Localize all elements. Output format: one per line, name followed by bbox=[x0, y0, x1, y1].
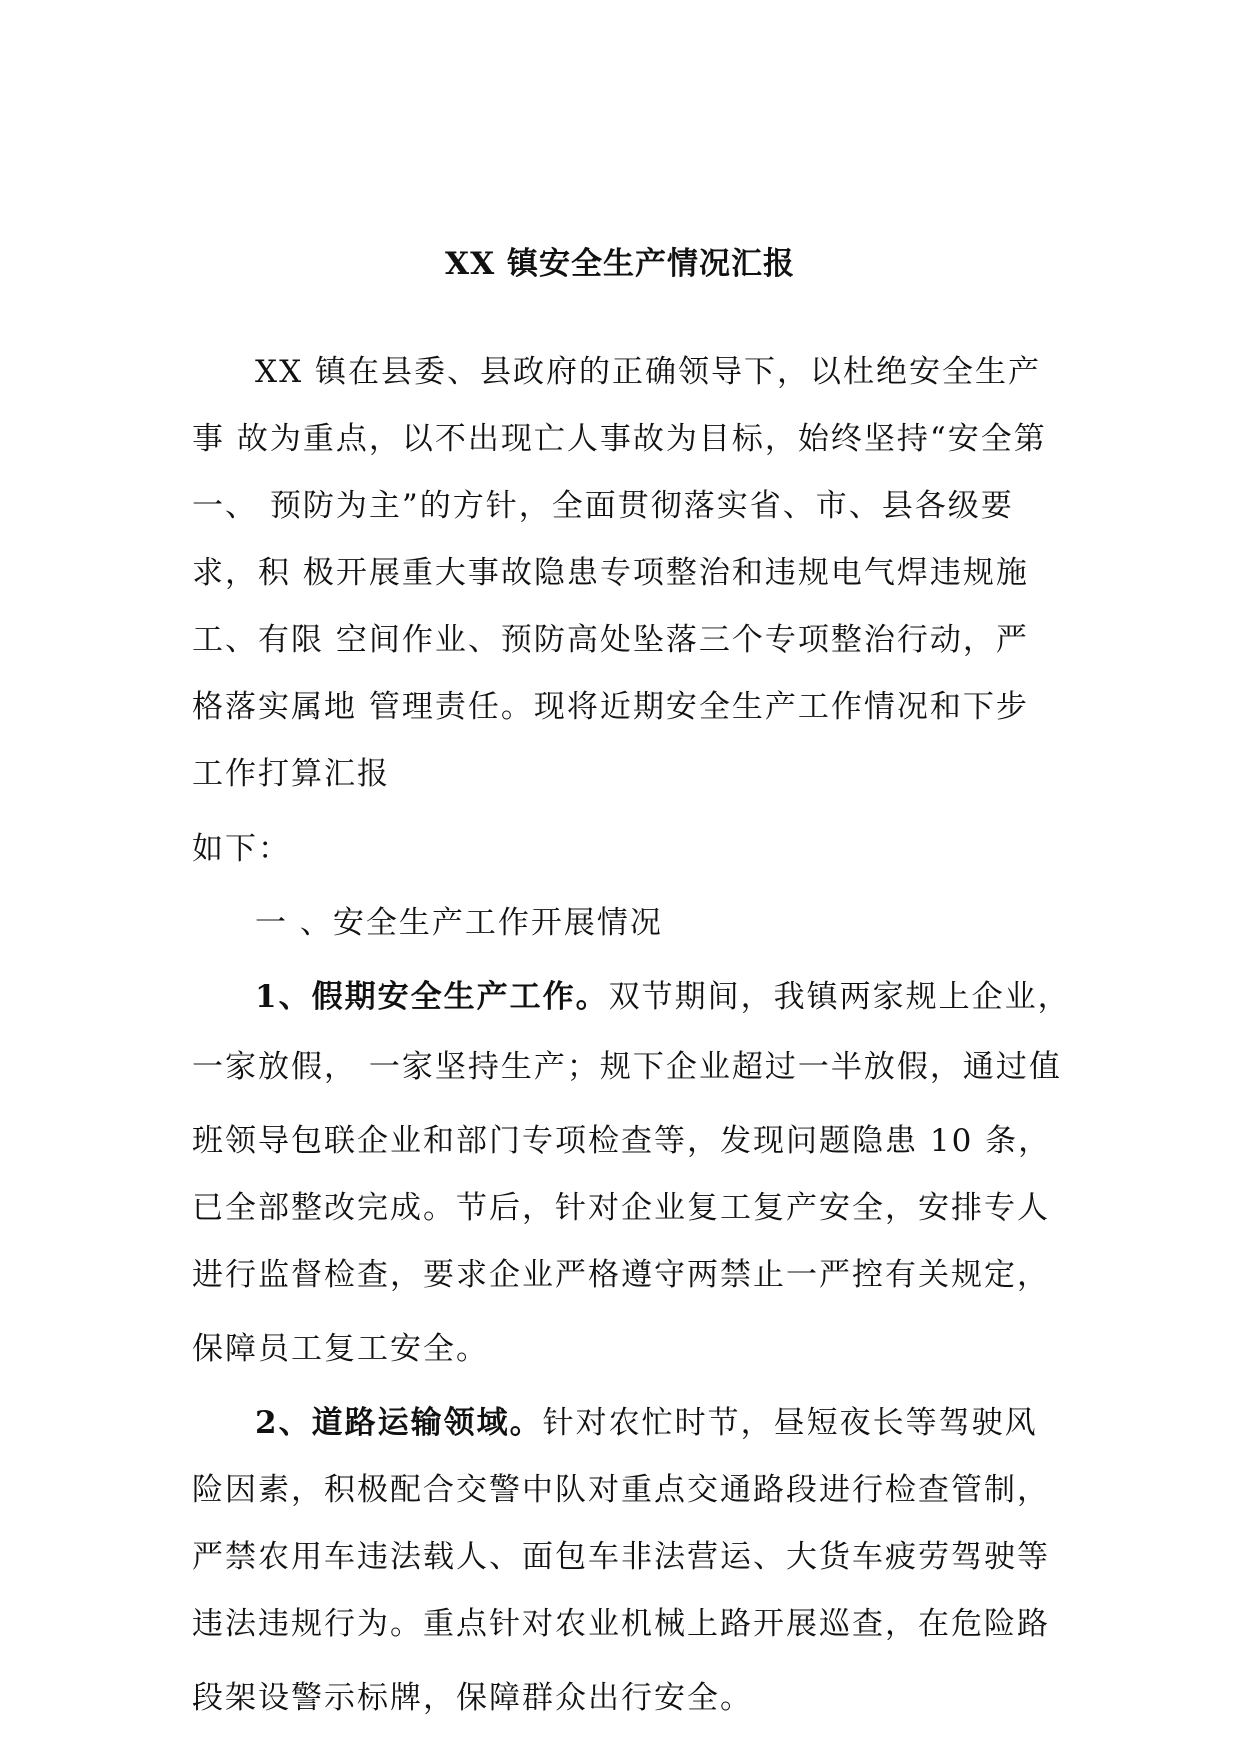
item-1-lead: 1、假期安全生产工作。 bbox=[255, 979, 609, 1015]
item-1-first-line bbox=[255, 977, 1071, 1017]
item-2-line-5: 段架设警示标牌，保障群众出行安全。 bbox=[192, 1680, 753, 1716]
intro-line-1: XX 镇在县委、县政府的正确领导下，以杜绝安全生产 bbox=[255, 354, 1041, 390]
item-1-line-4: 已全部整改完成。节后，针对企业复工复产安全，安排专人 bbox=[192, 1190, 1050, 1226]
item-1-line-3: 班领导包联企业和部门专项检查等，发现问题隐患 10 条， bbox=[192, 1123, 1052, 1159]
item-2-first-line bbox=[255, 1403, 1038, 1443]
item-2-line-2: 险因素，积极配合交警中队对重点交通路段进行检查管制， bbox=[192, 1472, 1050, 1508]
document-title: XX 镇安全生产情况汇报 bbox=[445, 246, 795, 282]
item-1-line-6: 保障员工复工安全。 bbox=[192, 1331, 489, 1367]
intro-line-2: 事 故为重点，以不出现亡人事故为目标，始终坚持“安全第 bbox=[192, 421, 1047, 457]
intro-line-6: 格落实属地 管理责任。现将近期安全生产工作情况和下步 bbox=[192, 689, 1029, 725]
section-1-heading: 一 、安全生产工作开展情况 bbox=[255, 905, 663, 941]
item-1-line-5: 进行监督检查，要求企业严格遵守两禁止一严控有关规定， bbox=[192, 1257, 1050, 1293]
item-1-first-line-rest: 双节期间，我镇两家规上企业， bbox=[608, 979, 1071, 1015]
intro-line-7: 工作打算汇报 bbox=[192, 756, 390, 792]
intro-line-5: 工、有限 空间作业、预防高处坠落三个专项整治行动，严 bbox=[192, 622, 1029, 658]
item-2-line-3: 严禁农用车违法载人、面包车非法营运、大货车疲劳驾驶等 bbox=[192, 1539, 1050, 1575]
intro-line-4: 求，积 极开展重大事故隐患专项整治和违规电气焊违规施 bbox=[192, 555, 1029, 591]
item-2-line-4: 违法违规行为。重点针对农业机械上路开展巡查，在危险路 bbox=[192, 1606, 1050, 1642]
intro-continuation: 如下： bbox=[192, 831, 291, 867]
item-1-line-2: 一家放假， 一家坚持生产；规下企业超过一半放假，通过值 bbox=[192, 1049, 1062, 1085]
intro-line-3: 一、 预防为主”的方针，全面贯彻落实省、市、县各级要 bbox=[192, 488, 1014, 524]
item-2-lead: 2、道路运输领域。 bbox=[255, 1405, 543, 1441]
item-2-first-line-rest: 针对农忙时节，昼短夜长等驾驶风 bbox=[542, 1405, 1038, 1441]
